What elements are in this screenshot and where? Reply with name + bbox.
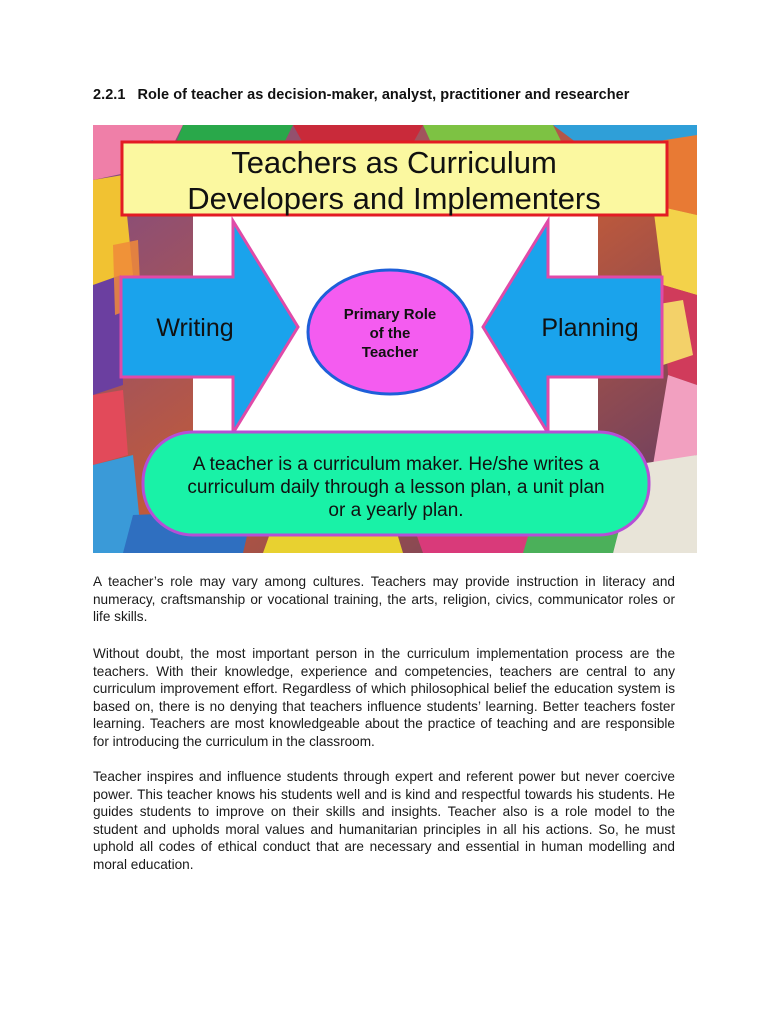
primary-role-oval [308,270,472,394]
bottom-line2: curriculum daily through a lesson plan, a unit plan [187,477,605,498]
paragraph-text: A teacher’s role may vary among cultures. Teachers may provide instruction in literacy and numeracy, craftsmanship or vocational training, the arts, religion, civics, communicator roles or life skills. [93,574,675,624]
writing-label: Writing [156,314,234,342]
section-heading [93,87,629,103]
paragraph-text: Teacher inspires and influence students through expert and referent power but never coercive power. This teacher knows his students well and is kind and respectful towards his students. He guides students to improve on their skills and insights. Teacher also is a role model to the student and upholds moral values and humanitarian principles in all his actions. So, he must uphold all codes of ethical conduct that are necessary and essential in human modelling and moral education. [93,769,675,872]
figure-title-line2: Developers and Implementers [187,181,601,216]
curriculum-figure [93,125,697,553]
center-line2: of the [369,325,411,342]
figure-title-box [122,142,667,216]
section-number: 2.2.1 [93,87,126,103]
paragraph-3 [93,768,675,873]
paragraph-text: Without doubt, the most important person in the curriculum implementation process are the teachers. With their knowledge, experience and competencies, teachers are central to any curriculum improvement effort. Regardless of which philosophical belief the education system is based on, there is no denying that teachers influence students’ learning. Better teachers foster learning. Teachers are most knowledgeable about the practice of teaching and are responsible for introducing the curriculum in the classroom. [93,646,675,749]
curriculum-maker-box [143,432,649,535]
center-line3: Teacher [361,344,419,361]
paragraph-2 [93,645,675,750]
paragraph-1 [93,573,675,626]
section-title: Role of teacher as decision-maker, analyst, practitioner and researcher [137,87,630,103]
center-line1: Primary Role [343,306,437,323]
planning-label: Planning [541,314,639,342]
bottom-line3: or a yearly plan. [328,500,464,521]
bottom-line1: A teacher is a curriculum maker. He/she writes a [192,454,600,475]
figure-title-line1: Teachers as Curriculum [231,145,557,180]
